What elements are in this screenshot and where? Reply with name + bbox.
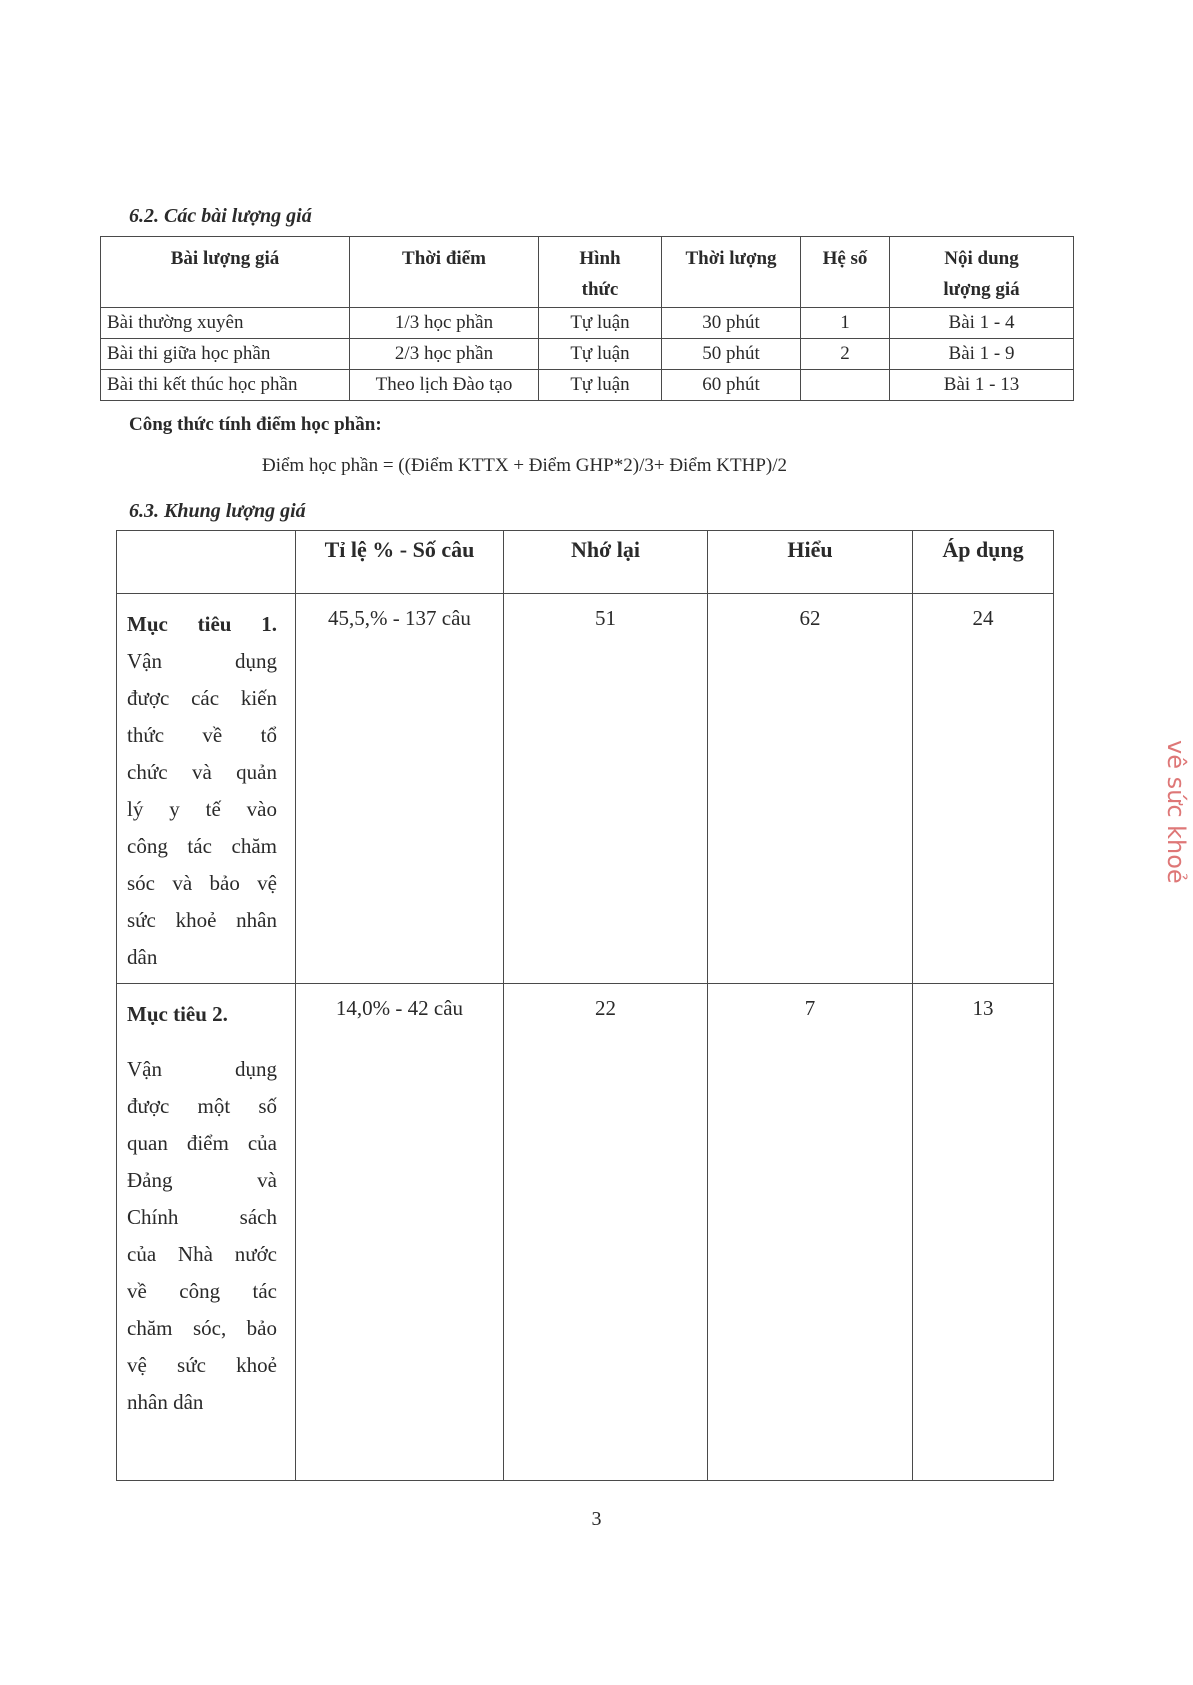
cell-format: Tự luận xyxy=(539,370,662,401)
cell-content: Bài 1 - 4 xyxy=(890,308,1074,339)
cell-ratio: 14,0% - 42 câu xyxy=(296,984,504,1481)
section-heading-6-2: 6.2. Các bài lượng giá xyxy=(129,205,312,227)
cell-assessment: Bài thường xuyên xyxy=(101,308,350,339)
goal-line: chức và quản xyxy=(127,760,277,784)
goal-line: lý y tế vào xyxy=(127,797,277,821)
table-row xyxy=(117,984,1054,1481)
table-row xyxy=(101,339,1074,370)
formula-title: Công thức tính điểm học phần: xyxy=(129,414,382,435)
goal-line: Vận dụng xyxy=(127,1057,277,1081)
goal-line: công tác chăm xyxy=(127,834,277,858)
table-row xyxy=(101,370,1074,401)
cell-duration: 30 phút xyxy=(662,308,801,339)
goal-line: sóc và bảo vệ xyxy=(127,871,277,895)
goal-line: dân xyxy=(127,945,158,969)
table-row xyxy=(101,308,1074,339)
header-content xyxy=(890,237,1074,308)
header-format xyxy=(539,237,662,308)
stamp-text: vê sức khoẻ xyxy=(1162,740,1190,884)
goal-line: thức về tổ xyxy=(127,723,277,747)
cell-format: Tự luận xyxy=(539,308,662,339)
goal-cell xyxy=(117,984,296,1481)
header-understand: Hiểu xyxy=(708,531,913,594)
framework-table-header xyxy=(117,531,1054,594)
header-goal xyxy=(117,531,296,594)
goal-line: Đảng và xyxy=(127,1168,277,1192)
header-duration: Thời lượng xyxy=(662,237,801,308)
header-apply: Áp dụng xyxy=(913,531,1054,594)
cell-understand: 7 xyxy=(708,984,913,1481)
cell-content: Bài 1 - 9 xyxy=(890,339,1074,370)
cell-coefficient: 2 xyxy=(801,339,890,370)
header-format-label: Hình thức xyxy=(579,248,621,300)
goal-line: quan điểm của xyxy=(127,1131,277,1155)
cell-apply: 24 xyxy=(913,594,1054,984)
header-content-label: Nội dung lượng giá xyxy=(943,248,1020,300)
goal-description xyxy=(127,643,277,976)
header-recall: Nhớ lại xyxy=(504,531,708,594)
header-assessment: Bài lượng giá xyxy=(101,237,350,308)
cell-ratio: 45,5,% - 137 câu xyxy=(296,594,504,984)
evaluation-framework-table xyxy=(116,530,1054,1481)
goal-title: Mục tiêu 2. xyxy=(127,1002,228,1026)
header-coefficient: Hệ số xyxy=(801,237,890,308)
goal-1 xyxy=(117,594,287,976)
cell-recall: 51 xyxy=(504,594,708,984)
assessment-table xyxy=(100,236,1074,401)
goal-line: Vận dụng xyxy=(127,649,277,673)
goal-line: được các kiến xyxy=(127,686,277,710)
cell-duration: 50 phút xyxy=(662,339,801,370)
goal-line: chăm sóc, bảo xyxy=(127,1316,277,1340)
goal-line: được một số xyxy=(127,1094,277,1118)
goal-line: vệ sức khoẻ xyxy=(127,1353,277,1377)
goal-line: Chính sách xyxy=(127,1205,277,1229)
cell-coefficient xyxy=(801,370,890,401)
header-ratio: Tỉ lệ % - Số câu xyxy=(296,531,504,594)
goal-line: nhân dân xyxy=(127,1390,204,1414)
goal-2 xyxy=(117,984,287,1421)
goal-cell xyxy=(117,594,296,984)
assessment-table-header xyxy=(101,237,1074,308)
section-heading-6-3: 6.3. Khung lượng giá xyxy=(129,500,306,522)
cell-assessment: Bài thi kết thúc học phần xyxy=(101,370,350,401)
goal-description xyxy=(127,1051,277,1421)
goal-line: sức khoẻ nhân xyxy=(127,908,277,932)
formula-text: Điểm học phần = ((Điểm KTTX + Điểm GHP*2)/3+ Điểm KTHP)/2 xyxy=(262,455,788,476)
table-row xyxy=(117,594,1054,984)
cell-recall: 22 xyxy=(504,984,708,1481)
cell-content: Bài 1 - 13 xyxy=(890,370,1074,401)
cell-time: Theo lịch Đào tạo xyxy=(350,370,539,401)
cell-apply: 13 xyxy=(913,984,1054,1481)
goal-line: của Nhà nước xyxy=(127,1242,277,1266)
header-time: Thời điểm xyxy=(350,237,539,308)
cell-format: Tự luận xyxy=(539,339,662,370)
goal-title: Mục tiêu 1. xyxy=(127,612,277,636)
cell-time: 2/3 học phần xyxy=(350,339,539,370)
cell-duration: 60 phút xyxy=(662,370,801,401)
cell-understand: 62 xyxy=(708,594,913,984)
page-number: 3 xyxy=(591,1508,602,1530)
cell-coefficient: 1 xyxy=(801,308,890,339)
cell-time: 1/3 học phần xyxy=(350,308,539,339)
cell-assessment: Bài thi giữa học phần xyxy=(101,339,350,370)
goal-line: về công tác xyxy=(127,1279,277,1303)
red-stamp-mark xyxy=(1160,740,1190,960)
